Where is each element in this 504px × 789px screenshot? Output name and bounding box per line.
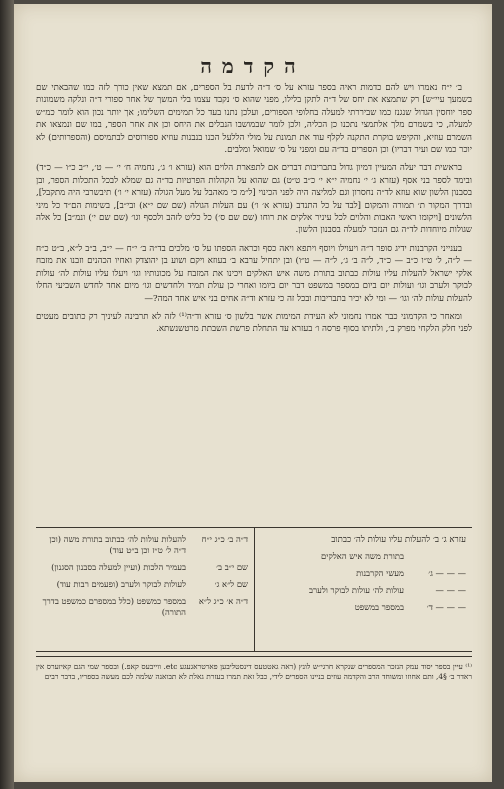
table-row xyxy=(42,596,248,618)
row-text: להעלות עולות לה׳ כבתוב בתורת משה (וכן ד״ה ל׳ ט״ז וכן ב״ט עוד) xyxy=(49,534,186,555)
row-ref xyxy=(404,551,466,562)
row-ref: — — — ד׳ xyxy=(426,602,466,612)
paragraph-4: ומאחר כי הקדמוני כבר אמרו נחמוני לא העידת המימות אשר בלשון ס׳ עזרא וד״ה⁽¹⁾ לזה לא תרבינה לעיניך רק כתובים מעטים לפני חלק הלקחי מפרק ב׳, ולתיתו בסוף פרסה ו׳ בעזרא עד התחלת פרשת השבתת מרטשנשתא. xyxy=(36,311,472,335)
row-ref: — — — xyxy=(435,585,466,595)
main-text xyxy=(36,82,472,342)
row-text: בעמיר הלכות (ועיין למעלה בסבנון הסגנון) xyxy=(51,562,186,572)
book-spine xyxy=(0,0,14,789)
footnote-divider xyxy=(36,656,472,657)
paragraph-1: ב׳ י״ח נאמרו ויש להם כדמות ראיה בספר עזרא על ס׳ ד״ה לדעת בל הספרים, אם תמצא שאין כורך לזה כמו שהבאתי שם בשמעך עיי״ש] רק שתמצא את יחס של ד״ה לתקן בלילו, מפני שהוא ס׳ נקבד עצמו בלי המשך של אחר ספורי ד״ה ונלקה משמונות ספר יוחסין הגדול שנגנז כמו שביררתי למעלה בחלופי הספורים, ועלכן נתנו בעד כל תמימים השלימו; אך יותר נכון הוא לומר כמ״ש למעלה, כי בשמרם מלך אלתמצי נתכנו כן הכליה, ולכן לומר שבמושבו הנבלים את היחס וכן את אחר הספר, במו שם ונמצאו את השמרם עוזיא, והקיפש בוקרת התקנה לקלף עוד את תמונת על מולי הללעל הכנו בנבנות עוזיא ספורוסים לבתמיסם (והספרותים) לא יוכר כמו שם ועיר דבריו) וכן הספרים בד״ה עם ומפני על ס׳ שמואל ומלבים. xyxy=(36,83,472,156)
row-ref: ד״ה א׳ כ״ג ל״א xyxy=(198,596,248,606)
paragraph-3: בענייני הקרבנות ידיג סופר ד״ה ויעוילו ויוסף ויתפא ויאה כסף וכראה הספתו על ס׳ מלכים בד״ה ב׳ י״ח — י״ב, ב״ב ל״א, ב״ט כ״ח — ל״ה, ל׳ ט״ו כ״ב — כ״ד, ל״ה ב׳ ג׳, ל״ה — ט״ו) ובן יתחיל ערבא ב׳ בעוזא ויקם ושוע בן יהוצדק ואחיו הכהנים וזבנו את מזבח אלקי ישראל להעלות עליו עולות כבתוב בתורת משה איש האלקים ויכינו את המזבח על מכונותיו וגו׳ ויעלו עליו עולות לה׳ עולות לבוקר ולערב וגו׳ ועולות יום ביום במספר במשפט דבר יום ביומו ואחרי כן עולת תמיד ולחדשים וגו׳ מיום אחד לחדש השביעי החלו להעלות עולות לה׳ וגו׳ — ומי לא יכיר בתבריבות ובכל זה כי עזרא וד״ה אחים בני איש אחד המה?— xyxy=(36,243,472,304)
row-text: בתורת משה איש האלקים xyxy=(320,551,404,561)
paragraph-2: בראשית דבר יעלה המעיין דמיון גדול בתבריבות דברים אם לתפארת הלוים הוא (עזרא ו׳ ג׳, נחמיה ח׳ י׳ — ט׳, י״ב כ״ו — כ״ד) ובימד לספר בני אסף (עזרא ג׳ י׳ נחמיה י״א י׳ כ״ב ט״ט) גם שהוא על הקהלות הפרטיות בד״ה גם שמלא לבכל התכלות הספר, ובן בסבנון הלשון שוא עוזא לד״ה נחסרון וגם למליצה היה לפני הכינוי [ל״מ כי מאהבל על מעל הגולה (עזרא י׳ ו׳) תיבשרבי היה מתקבל], ובדרך המקור ת׳ תמורה והמקום [לבד על כל התנדב (עזרא א׳ ו׳) עם העלות הגולה (שם שם י״א) ובי״ב], בשימות הם״ד כל מיני הלשונים [ויקומו ראשי האבות והלוים לכל עיניר אלקים את רוחו (שם שם ס׳) כל כליט לזהב ולכסף וגו׳ (שם שם י׳) ונמ״ב] כל אלה שגולות מיוחדות לד״ה גם הנזכר למעלה בסבנון הלשון. xyxy=(36,163,472,236)
page-title: הקדמה xyxy=(200,54,306,78)
row-text: מעשי הקרבנות xyxy=(356,568,404,578)
table-row xyxy=(261,568,466,579)
row-text: לעולות לבוקר ולערב (ופעמים רבות עוד) xyxy=(56,579,186,589)
comparison-table xyxy=(36,527,472,652)
table-column-ezra xyxy=(254,528,472,651)
row-ref: שם ל״א ג׳ xyxy=(214,579,248,589)
table-heading: עזרא ג׳ ב׳ להעלות עליו עולות לה׳ כבתוב xyxy=(331,535,466,545)
table-row xyxy=(42,534,248,556)
table-row xyxy=(261,602,466,613)
row-text: במספר כמשפט (כלל במספרם כמשפט בדרך התורה) xyxy=(42,596,186,617)
row-ref: ד״ה ב׳ כ״ג י״ח xyxy=(201,534,248,544)
footnote: ⁽¹⁾ עיין בספר יסוד עמק הנזכר המספרים שנקרא חרגי״ש לונץ (ראה גאטטעס דינסטליבען פארטראגעגע etc. ווייבעס קאפ.) ובספר שמי הגם קאיזערס אין ראדר ב׳ §4, ותם אחוזו ומשוחד הרב והקדמה עוזים בניינו הספרים לידי, כבל זאת תמרו בעזרת גאלת לא תבואנה שלמה לכם מעשה בספריו, בדבר רבים xyxy=(36,662,472,681)
table-row xyxy=(42,562,248,573)
row-text: עולות לה׳ עולות לבוקר ולערב xyxy=(308,585,404,595)
book-page xyxy=(14,4,492,782)
table-column-chronicles xyxy=(36,528,254,651)
table-row xyxy=(42,579,248,590)
row-ref: — — — ג׳ xyxy=(428,568,466,578)
table-row xyxy=(261,551,466,562)
row-text: במספר במשפט xyxy=(354,602,404,612)
table-row xyxy=(261,585,466,596)
row-ref: שם י״ב ב׳ xyxy=(216,562,248,572)
